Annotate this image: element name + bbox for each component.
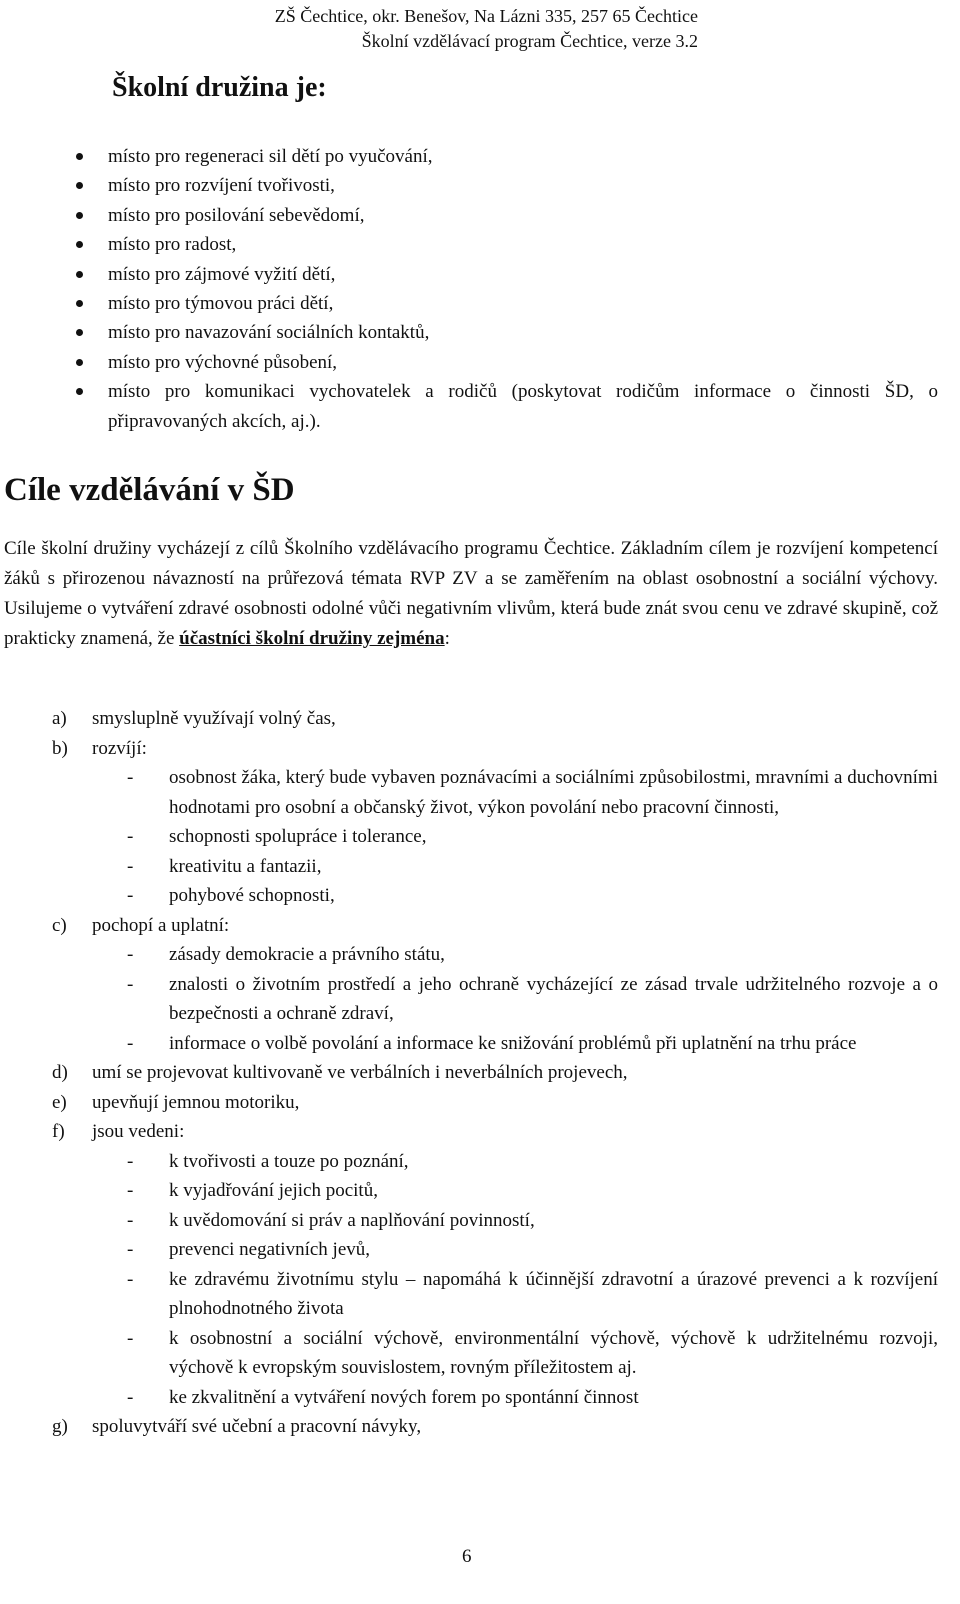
goal-item — [52, 1088, 938, 1118]
cile-intro-paragraph — [4, 534, 938, 654]
goal-marker: a) — [52, 708, 67, 729]
goals-list — [52, 704, 938, 1442]
section-title-druzina: Školní družina je: — [112, 72, 327, 103]
goal-subitem: - osobnost žáka, který bude vybaven poznávacími a sociálními způsobilostmi, mravními a duchovními hodnotami pro osobní a občanský život, výkon povolání nebo pracovní činnosti, — [127, 763, 938, 822]
bullet-item: místo pro regeneraci sil dětí po vyučování, — [108, 142, 938, 171]
goal-subitem: - prevenci negativních jevů, — [127, 1235, 938, 1265]
page-number: 6 — [462, 1546, 472, 1567]
goal-subitem: - zásady demokracie a právního státu, — [127, 940, 938, 970]
bullet-item: místo pro výchovné působení, — [108, 348, 938, 377]
goal-subitem: - k vyjadřování jejich pocitů, — [127, 1176, 938, 1206]
goal-text: pochopí a uplatní: — [92, 914, 230, 936]
page-header — [275, 4, 698, 54]
bullet-item: místo pro komunikaci vychovatelek a rodičů (poskytovat rodičům informace o činnosti ŠD, o připravovaných akcích, aj.). — [108, 377, 938, 436]
bullet-item: místo pro posilování sebevědomí, — [108, 201, 938, 230]
goal-item — [52, 734, 938, 911]
goal-subitem: - k osobnostní a sociální výchově, environmentální výchově, výchově k udržitelnému rozvoji, výchově k evropským souvislostem, rovným příležitostem aj. — [127, 1324, 938, 1383]
goal-subitem: - pohybové schopnosti, — [127, 881, 938, 911]
intro-end: : — [444, 628, 450, 649]
bullet-item: místo pro navazování sociálních kontaktů, — [108, 318, 938, 347]
goal-marker: b) — [52, 737, 68, 759]
goal-subitem: - k uvědomování si práv a naplňování povinností, — [127, 1206, 938, 1236]
goal-text: upevňují jemnou motoriku, — [92, 1091, 300, 1113]
goal-subitem: - ke zdravému životnímu stylu – napomáhá k účinnější zdravotní a úrazové prevenci a k rozvíjení plnohodnotného života — [127, 1265, 938, 1324]
goal-text: umí se projevovat kultivovaně ve verbálních i neverbálních projevech, — [92, 1062, 628, 1083]
goal-marker: f) — [52, 1121, 65, 1142]
goal-subitem: - ke zkvalitnění a vytváření nových forem po spontánní činnost — [127, 1383, 938, 1413]
goal-subitem: - informace o volbě povolání a informace ke snižování problémů při uplatnění na trhu práce — [127, 1029, 938, 1059]
goal-marker: d) — [52, 1062, 68, 1083]
goal-item — [52, 1412, 938, 1442]
goal-text: rozvíjí: — [92, 737, 147, 759]
goal-text: jsou vedeni: — [92, 1121, 185, 1142]
goal-sublist — [127, 763, 938, 911]
goal-marker: c) — [52, 914, 67, 936]
bullet-item: místo pro radost, — [108, 230, 938, 259]
goal-item — [52, 1117, 938, 1412]
goal-item — [52, 704, 938, 734]
goal-item — [52, 1058, 938, 1088]
bullet-item: místo pro týmovou práci dětí, — [108, 289, 938, 318]
goal-item — [52, 911, 938, 1059]
goal-sublist — [127, 1147, 938, 1413]
goal-subitem: - kreativitu a fantazii, — [127, 852, 938, 882]
goal-subitem: - znalosti o životním prostředí a jeho ochraně vycházející ze zásad trvale udržitelného rozvoje a o bezpečnosti a ochraně zdraví, — [127, 970, 938, 1029]
goal-marker: g) — [52, 1416, 68, 1437]
druzina-bullet-list — [108, 142, 938, 436]
intro-emphasis: účastníci školní družiny zejména — [179, 628, 445, 649]
goal-marker: e) — [52, 1091, 67, 1113]
intro-text: Cíle školní družiny vycházejí z cílů Školního vzdělávacího programu Čechtice. Základním cílem je rozvíjení kompetencí žáků s přirozenou návazností na průřezová témata RVP ZV a se zaměřením na oblast osobnostní a sociální výchovy. Usilujeme o vytváření zdravé osobnosti odolné vůči negativním vlivům, která bude znát svou cenu ve zdravé skupině, což prakticky znamená, že — [4, 538, 938, 649]
header-school-address: ZŠ Čechtice, okr. Benešov, Na Lázni 335, 257 65 Čechtice — [274, 6, 698, 26]
section-title-cile: Cíle vzdělávání v ŠD — [4, 472, 295, 508]
goal-text: smysluplně využívají volný čas, — [92, 708, 336, 729]
goal-subitem: - k tvořivosti a touze po poznání, — [127, 1147, 938, 1177]
bullet-item: místo pro rozvíjení tvořivosti, — [108, 171, 938, 200]
goal-text: spoluvytváří své učební a pracovní návyky, — [92, 1416, 422, 1437]
bullet-item: místo pro zájmové vyžití dětí, — [108, 260, 938, 289]
header-program-version: Školní vzdělávací program Čechtice, verze 3.2 — [361, 31, 698, 51]
goal-sublist — [127, 940, 938, 1058]
goal-subitem: - schopnosti spolupráce i tolerance, — [127, 822, 938, 852]
